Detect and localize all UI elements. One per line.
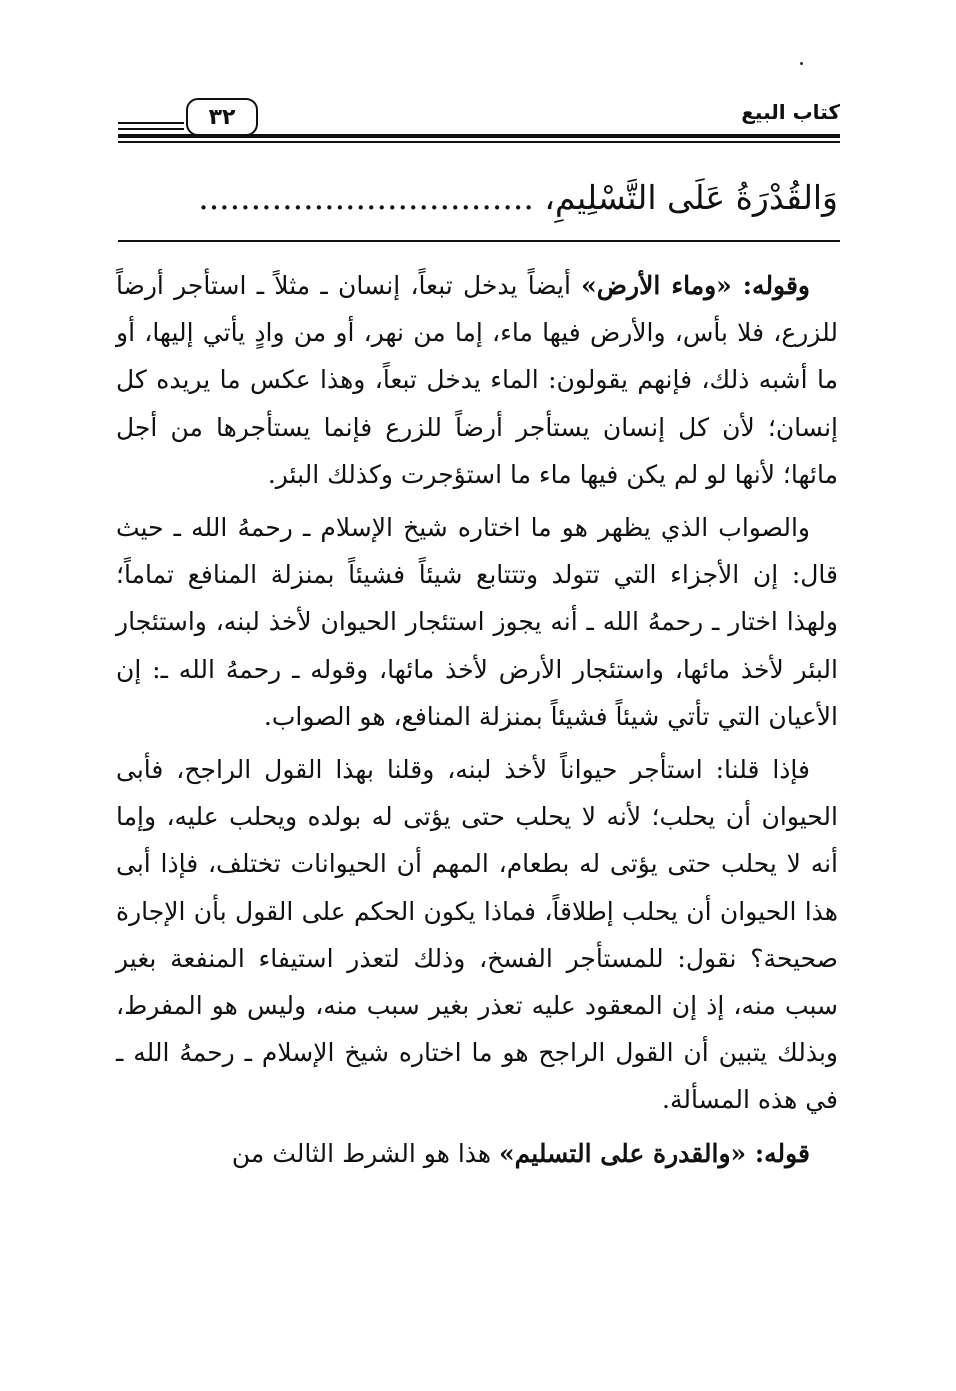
matn-separator <box>118 240 840 242</box>
commentary-body <box>116 262 838 1183</box>
matn-dots: ................................ <box>198 178 534 217</box>
paragraph-text: أيضاً يدخل تبعاً، إنسان ـ مثلاً ـ استأجر أرضاً للزرع، فلا بأس، والأرض فيها ماء، إما من نهر، أو من وادٍ يأتي إليها، أو ما أشبه ذلك، فإنهم يقولون: الماء يدخل تبعاً، وهذا عكس ما يريده كل إنسان؛ لأن كل إنسان يستأجر أرضاً للزرع فإنما يستأجرها من أجل مائها؛ لأنها لو لم يكن فيها ماء ما استؤجرت وكذلك البئر. <box>116 271 838 489</box>
header-rule-stub <box>118 128 184 130</box>
matn-line <box>116 168 838 228</box>
header-rule-stub <box>118 122 184 124</box>
paragraph <box>116 1130 838 1177</box>
paragraph <box>116 262 838 498</box>
paragraph-text: هذا هو الشرط الثالث من <box>231 1138 500 1168</box>
paragraph <box>116 504 838 740</box>
page-speck <box>800 62 803 65</box>
paragraph-text: فإذا قلنا: استأجر حيواناً لأخذ لبنه، وقلنا بهذا القول الراجح، فأبى الحيوان أن يحلب؛ لأنه لا يحلب حتى يؤتى له بولده ويحلب عليه، وإما أنه لا يحلب حتى يؤتى له بطعام، المهم أن الحيوانات تختلف، فإذا أبى هذا الحيوان أن يحلب إطلاقاً، فماذا يكون الحكم على القول بأن الإجارة صحيحة؟ نقول: للمستأجر الفسخ، وذلك لتعذر استيفاء المنفعة بغير سبب منه، إذ إن المعقود عليه تعذر بغير سبب منه، وليس هو المفرط، وبذلك يتبين أن القول الراجح هو ما اختاره شيخ الإسلام ـ رحمهُ الله ـ في هذه المسألة. <box>116 755 838 1115</box>
running-header <box>118 98 840 150</box>
paragraph-lead: قوله: «والقدرة على التسليم» <box>499 1138 810 1168</box>
matn-text: وَالقُدْرَةُ عَلَى التَّسْلِيمِ، <box>544 178 838 217</box>
paragraph-text: والصواب الذي يظهر هو ما اختاره شيخ الإسلام ـ رحمهُ الله ـ حيث قال: إن الأجزاء التي تتولد وتتتابع شيئاً فشيئاً بمنزلة المنافع تماماً؛ ولهذا اختار ـ رحمهُ الله ـ أنه يجوز استئجار الحيوان لأخذ لبنه، واستئجار البئر لأخذ مائها، واستئجار الأرض لأخذ مائها، وقوله ـ رحمهُ الله ـ: إن الأعيان التي تأتي شيئاً فشيئاً بمنزلة المنافع، هو الصواب. <box>116 513 838 731</box>
page-number: ٣٢ <box>186 98 258 136</box>
paragraph-lead: وقوله: «وماء الأرض» <box>581 271 810 300</box>
book-title: كتاب البيع <box>741 100 840 124</box>
header-rule-thin <box>118 141 840 143</box>
paragraph <box>116 746 838 1124</box>
